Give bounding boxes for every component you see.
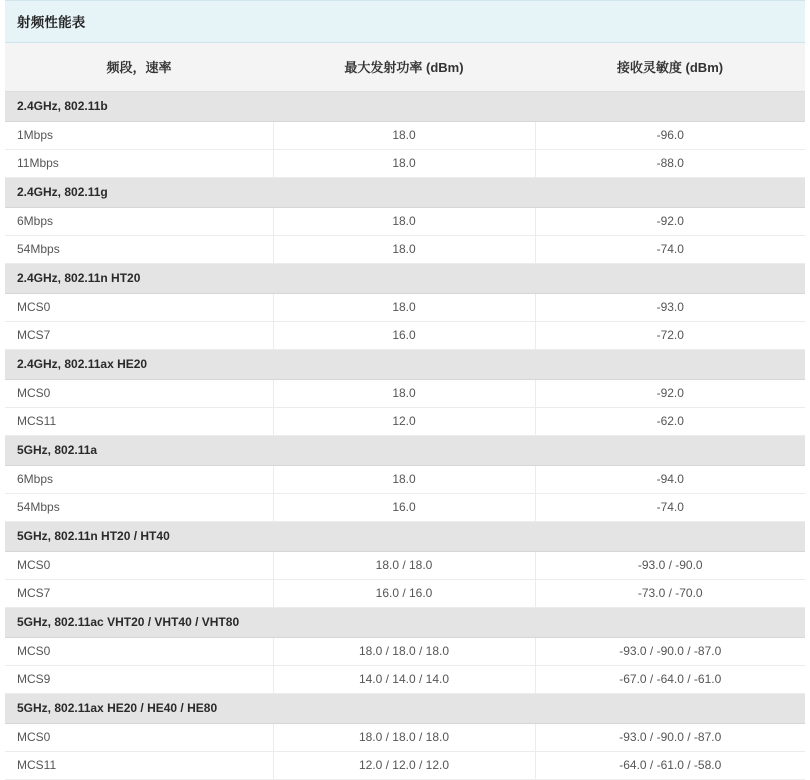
cell-band: MCS11 [5,752,273,780]
column-header-max-tx-power: 最大发射功率 (dBm) [273,43,535,92]
table-title: 射频性能表 [5,1,805,43]
cell-sensitivity: -72.0 [535,322,805,350]
cell-power: 18.0 [273,294,535,322]
table-group-row [5,264,805,294]
table-row [5,150,805,178]
table-group-row [5,178,805,208]
cell-sensitivity: -64.0 / -61.0 / -58.0 [535,752,805,780]
table-row [5,552,805,580]
table-group-row [5,436,805,466]
group-label: 2.4GHz, 802.11n HT20 [5,264,805,294]
table-header-row [5,43,805,92]
cell-band: MCS0 [5,552,273,580]
cell-sensitivity: -92.0 [535,208,805,236]
cell-sensitivity: -74.0 [535,494,805,522]
cell-sensitivity: -67.0 / -64.0 / -61.0 [535,666,805,694]
cell-power: 16.0 / 16.0 [273,580,535,608]
cell-band: MCS0 [5,380,273,408]
table-group-row [5,92,805,122]
table-row [5,580,805,608]
cell-power: 12.0 [273,408,535,436]
cell-sensitivity: -93.0 / -90.0 / -87.0 [535,724,805,752]
cell-power: 14.0 / 14.0 / 14.0 [273,666,535,694]
cell-power: 18.0 [273,208,535,236]
cell-sensitivity: -74.0 [535,236,805,264]
cell-power: 18.0 / 18.0 [273,552,535,580]
cell-band: MCS11 [5,408,273,436]
table-row [5,666,805,694]
column-header-rx-sensitivity: 接收灵敏度 (dBm) [535,43,805,92]
cell-power: 16.0 [273,494,535,522]
cell-power: 18.0 [273,150,535,178]
group-label: 5GHz, 802.11a [5,436,805,466]
cell-power: 18.0 [273,380,535,408]
cell-power: 18.0 / 18.0 / 18.0 [273,724,535,752]
table-row [5,724,805,752]
cell-sensitivity: -92.0 [535,380,805,408]
table-title-row [5,1,805,43]
cell-sensitivity: -93.0 [535,294,805,322]
cell-band: MCS7 [5,322,273,350]
table-row [5,494,805,522]
cell-power: 12.0 / 12.0 / 12.0 [273,752,535,780]
group-label: 2.4GHz, 802.11b [5,92,805,122]
cell-sensitivity: -93.0 / -90.0 [535,552,805,580]
cell-band: 54Mbps [5,236,273,264]
cell-sensitivity: -93.0 / -90.0 / -87.0 [535,638,805,666]
table-row [5,408,805,436]
cell-sensitivity: -94.0 [535,466,805,494]
table-row [5,236,805,264]
table-row [5,466,805,494]
cell-band: MCS0 [5,638,273,666]
cell-power: 18.0 [273,466,535,494]
cell-band: 6Mbps [5,208,273,236]
cell-band: MCS7 [5,580,273,608]
cell-band: 1Mbps [5,122,273,150]
group-label: 5GHz, 802.11ax HE20 / HE40 / HE80 [5,694,805,724]
cell-sensitivity: -73.0 / -70.0 [535,580,805,608]
table-row [5,122,805,150]
table-row [5,638,805,666]
group-label: 5GHz, 802.11ac VHT20 / VHT40 / VHT80 [5,608,805,638]
cell-sensitivity: -62.0 [535,408,805,436]
group-label: 5GHz, 802.11n HT20 / HT40 [5,522,805,552]
cell-band: 11Mbps [5,150,273,178]
cell-power: 18.0 [273,122,535,150]
table-row [5,752,805,780]
cell-power: 18.0 [273,236,535,264]
cell-band: 6Mbps [5,466,273,494]
cell-band: MCS0 [5,294,273,322]
table-group-row [5,522,805,552]
table-row [5,380,805,408]
cell-band: 54Mbps [5,494,273,522]
cell-power: 18.0 / 18.0 / 18.0 [273,638,535,666]
table-group-row [5,608,805,638]
table-row [5,322,805,350]
cell-power: 16.0 [273,322,535,350]
table-body [5,1,805,780]
rf-performance-table [5,0,805,780]
column-header-band: 频段，速率 [5,43,273,92]
table-group-row [5,350,805,380]
group-label: 2.4GHz, 802.11g [5,178,805,208]
group-label: 2.4GHz, 802.11ax HE20 [5,350,805,380]
table-row [5,294,805,322]
cell-sensitivity: -88.0 [535,150,805,178]
cell-band: MCS9 [5,666,273,694]
table-group-row [5,694,805,724]
table-row [5,208,805,236]
cell-band: MCS0 [5,724,273,752]
cell-sensitivity: -96.0 [535,122,805,150]
